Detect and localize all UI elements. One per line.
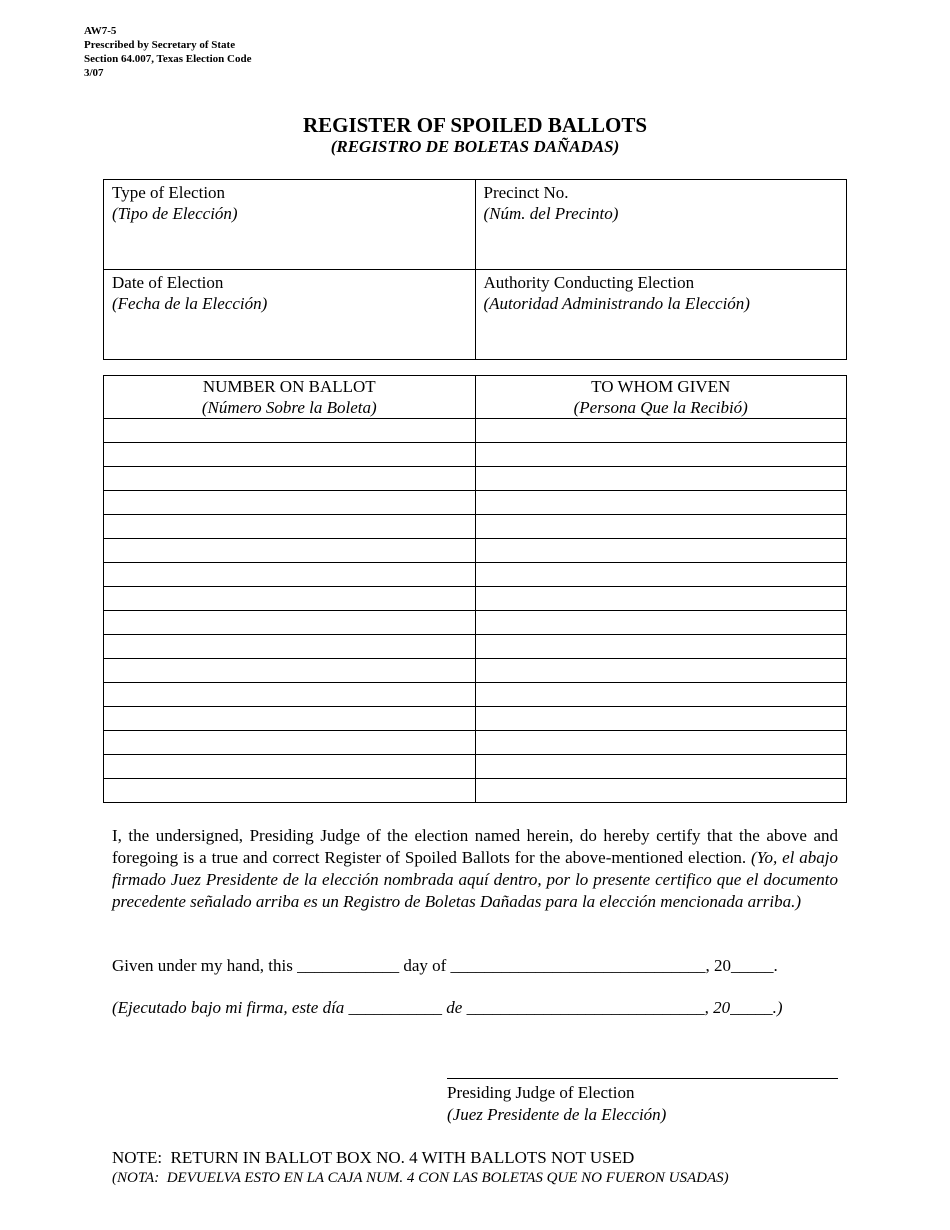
to-whom-given-cell[interactable] [475, 611, 847, 635]
given-date-line[interactable]: Given under my hand, this ____________ day of ______________________________, 20_____. [112, 956, 778, 975]
ballot-number-cell[interactable] [104, 515, 476, 539]
table-row [104, 731, 847, 755]
precinct-no-field[interactable] [475, 180, 847, 270]
ballot-number-cell[interactable] [104, 755, 476, 779]
ballot-number-cell[interactable] [104, 539, 476, 563]
ballot-number-cell[interactable] [104, 563, 476, 587]
to-whom-given-cell[interactable] [475, 539, 847, 563]
ballot-number-cell[interactable] [104, 683, 476, 707]
table-row [104, 467, 847, 491]
return-note-es: (NOTA: DEVUELVA ESTO EN LA CAJA NUM. 4 CON LAS BOLETAS QUE NO FUERON USADAS) [112, 1170, 729, 1186]
to-whom-given-cell[interactable] [475, 755, 847, 779]
ballot-number-cell[interactable] [104, 635, 476, 659]
precinct-no-label: Precinct No. [483, 183, 569, 202]
to-whom-given-cell[interactable] [475, 467, 847, 491]
table-row [104, 419, 847, 443]
title-spanish: (REGISTRO DE BOLETAS DAÑADAS) [330, 137, 620, 156]
date-of-election-field[interactable] [104, 270, 476, 360]
date-of-election-label: Date of Election [112, 273, 224, 292]
election-info-table [103, 179, 847, 360]
signature-label: Presiding Judge of Election [447, 1083, 635, 1102]
ballot-number-cell[interactable] [104, 611, 476, 635]
table-row [104, 539, 847, 563]
ballot-number-cell[interactable] [104, 707, 476, 731]
authority-label-es: (Autoridad Administrando la Elección) [483, 294, 750, 313]
column-header-label: NUMBER ON BALLOT [202, 377, 376, 396]
table-row [104, 755, 847, 779]
certification-statement [112, 825, 838, 913]
signature-label-es: (Juez Presidente de la Elección) [447, 1105, 667, 1124]
to-whom-given-cell[interactable] [475, 419, 847, 443]
signature-line[interactable] [447, 1078, 838, 1079]
certification-english: I, the undersigned, Presiding Judge of the election named herein, do hereby certify that the above and foregoing is a true and correct Register of Spoiled Ballots for the above-mentioned election. [112, 826, 838, 867]
certification-spanish: (Yo, el abajo firmado Juez Presidente de la elección nombrada aquí dentro, por lo presente certifico que el documento precedente señalado arriba es un Registro de Boletas Dañadas para la elección mencionada arriba.) [112, 848, 838, 911]
table-row [104, 683, 847, 707]
table-row [104, 635, 847, 659]
code-section: Section 64.007, Texas Election Code [84, 53, 252, 65]
to-whom-given-cell[interactable] [475, 707, 847, 731]
signature-block [447, 1082, 666, 1126]
to-whom-given-cell[interactable] [475, 659, 847, 683]
to-whom-given-cell[interactable] [475, 563, 847, 587]
authority-label: Authority Conducting Election [483, 273, 695, 292]
column-header-ballot-number [104, 376, 476, 419]
title-english: REGISTER OF SPOILED BALLOTS [302, 113, 648, 137]
form-identifier [84, 24, 251, 80]
revision-date: 3/07 [84, 67, 104, 79]
return-note: NOTE: RETURN IN BALLOT BOX NO. 4 WITH BALLOTS NOT USED [112, 1148, 635, 1167]
type-of-election-label: Type of Election [112, 183, 226, 202]
to-whom-given-cell[interactable] [475, 683, 847, 707]
table-row [104, 779, 847, 803]
type-of-election-field[interactable] [104, 180, 476, 270]
ballot-number-cell[interactable] [104, 419, 476, 443]
to-whom-given-cell[interactable] [475, 779, 847, 803]
to-whom-given-cell[interactable] [475, 443, 847, 467]
to-whom-given-cell[interactable] [475, 491, 847, 515]
column-header-label: TO WHOM GIVEN [591, 377, 731, 396]
column-header-to-whom-given [475, 376, 847, 419]
ballot-number-cell[interactable] [104, 467, 476, 491]
table-row [104, 659, 847, 683]
date-of-election-label-es: (Fecha de la Elección) [112, 294, 268, 313]
ballot-number-cell[interactable] [104, 779, 476, 803]
form-number: AW7-5 [84, 25, 117, 37]
type-of-election-label-es: (Tipo de Elección) [112, 204, 238, 223]
authority-field[interactable] [475, 270, 847, 360]
table-row [104, 707, 847, 731]
to-whom-given-cell[interactable] [475, 635, 847, 659]
register-body [104, 419, 847, 803]
ballot-number-cell[interactable] [104, 491, 476, 515]
prescribed-by: Prescribed by Secretary of State [84, 39, 236, 51]
table-row [104, 563, 847, 587]
given-date-line-es: (Ejecutado bajo mi firma, este día ___________ de ____________________________, 20_____.) [112, 998, 783, 1017]
ballot-number-cell[interactable] [104, 731, 476, 755]
to-whom-given-cell[interactable] [475, 587, 847, 611]
table-row [104, 611, 847, 635]
to-whom-given-cell[interactable] [475, 731, 847, 755]
to-whom-given-cell[interactable] [475, 515, 847, 539]
document-title [0, 113, 950, 157]
ballot-number-cell[interactable] [104, 659, 476, 683]
column-header-label-es: (Persona Que la Recibió) [573, 398, 748, 417]
table-row [104, 515, 847, 539]
spoiled-ballots-register [103, 375, 847, 803]
table-row [104, 443, 847, 467]
ballot-number-cell[interactable] [104, 587, 476, 611]
table-row [104, 587, 847, 611]
ballot-number-cell[interactable] [104, 443, 476, 467]
precinct-no-label-es: (Núm. del Precinto) [483, 204, 619, 223]
column-header-label-es: (Número Sobre la Boleta) [201, 398, 377, 417]
table-row [104, 491, 847, 515]
